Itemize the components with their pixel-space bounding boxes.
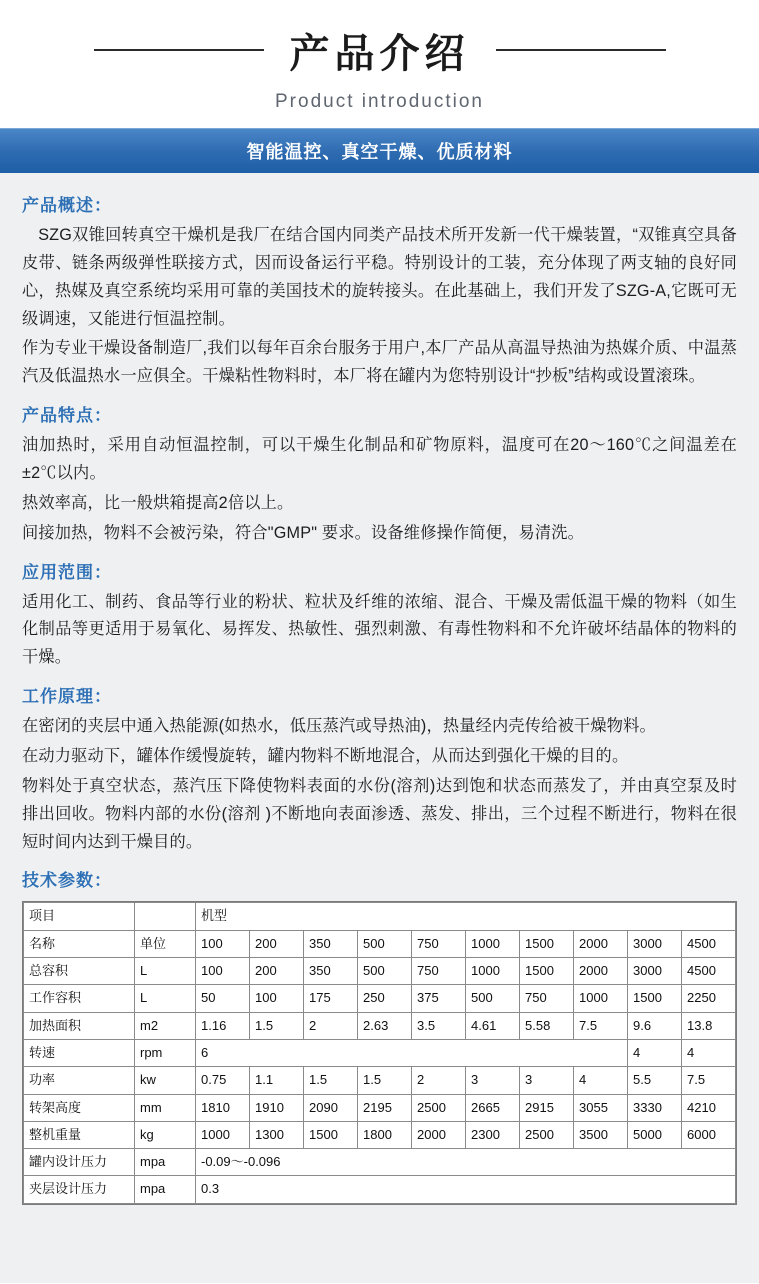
table-cell-value: 1500 <box>520 930 574 957</box>
table-cell-value: 1.16 <box>196 1012 250 1039</box>
table-cell-value: 4.61 <box>466 1012 520 1039</box>
table-cell-value: 4500 <box>682 930 736 957</box>
table-cell-value: 3500 <box>574 1121 628 1148</box>
table-row <box>24 1039 736 1066</box>
table-cell-value: 7.5 <box>682 1067 736 1094</box>
table-cell-label: 转架高度 <box>24 1094 135 1121</box>
paragraph-features-3: 间接加热，物料不会被污染，符合"GMP" 要求。设备维修操作简便，易清洗。 <box>22 523 585 542</box>
table-cell-value: 4210 <box>682 1094 736 1121</box>
table-row <box>24 1121 736 1148</box>
table-cell-value: 375 <box>412 985 466 1012</box>
table-cell-label: 整机重量 <box>24 1121 135 1148</box>
table-cell-label: 名称 <box>24 930 135 957</box>
table-cell-value: 1000 <box>196 1121 250 1148</box>
table-cell-value: 250 <box>358 985 412 1012</box>
table-row-header <box>24 903 736 930</box>
table-cell-value: 100 <box>196 958 250 985</box>
table-cell-value: 750 <box>412 958 466 985</box>
table-cell-value: 2500 <box>520 1121 574 1148</box>
table-cell-value: 2500 <box>412 1094 466 1121</box>
table-cell-value: 1000 <box>466 958 520 985</box>
section-heading-applications: 应用范围： <box>22 562 112 582</box>
table-cell-label: 罐内设计压力 <box>24 1149 135 1176</box>
table-cell-value: 2090 <box>304 1094 358 1121</box>
table-cell-value: 50 <box>196 985 250 1012</box>
table-cell-value: 2000 <box>574 958 628 985</box>
table-cell-value: 1500 <box>304 1121 358 1148</box>
table-cell-value: 4 <box>682 1039 736 1066</box>
spec-table-wrapper <box>22 901 737 1204</box>
table-cell-value: 500 <box>466 985 520 1012</box>
table-cell-unit: mpa <box>135 1149 196 1176</box>
table-cell-value: 9.6 <box>628 1012 682 1039</box>
table-row <box>24 1012 736 1039</box>
header-title-row <box>0 22 759 79</box>
table-cell-label: 工作容积 <box>24 985 135 1012</box>
table-row <box>24 1149 736 1176</box>
table-cell-value: 6 <box>196 1039 628 1066</box>
spec-table-body <box>24 903 736 1203</box>
paragraph-features-2: 热效率高，比一般烘箱提高2倍以上。 <box>22 493 294 512</box>
table-cell-value: 2665 <box>466 1094 520 1121</box>
table-cell-label: 夹层设计压力 <box>24 1176 135 1203</box>
table-cell-value: 1.1 <box>250 1067 304 1094</box>
table-cell-value: 200 <box>250 958 304 985</box>
spec-table <box>23 902 736 1203</box>
table-cell-unit: rpm <box>135 1039 196 1066</box>
table-cell-value: 0.75 <box>196 1067 250 1094</box>
table-row <box>24 958 736 985</box>
header-rule-left <box>94 49 264 51</box>
table-cell-value: 4500 <box>682 958 736 985</box>
table-cell-value: 200 <box>250 930 304 957</box>
table-row <box>24 1094 736 1121</box>
table-row <box>24 930 736 957</box>
content-body <box>0 173 759 1283</box>
table-cell-unit: 单位 <box>135 930 196 957</box>
table-cell-value: 350 <box>304 958 358 985</box>
page-subtitle: Product introduction <box>275 90 484 112</box>
page-title: 产品介绍 <box>289 29 470 77</box>
table-cell-value: 13.8 <box>682 1012 736 1039</box>
table-cell-label: 功率 <box>24 1067 135 1094</box>
table-row <box>24 985 736 1012</box>
table-cell-unit: mpa <box>135 1176 196 1203</box>
table-cell-value: 2250 <box>682 985 736 1012</box>
table-cell-value: 1.5 <box>304 1067 358 1094</box>
table-cell-value: 350 <box>304 930 358 957</box>
table-cell-value: 1910 <box>250 1094 304 1121</box>
table-cell-value: 7.5 <box>574 1012 628 1039</box>
table-cell-value: 5.58 <box>520 1012 574 1039</box>
section-heading-specs: 技术参数： <box>22 871 112 891</box>
table-cell-value: 1.5 <box>250 1012 304 1039</box>
table-cell-value: 500 <box>358 958 412 985</box>
section-heading-features: 产品特点： <box>22 406 112 426</box>
paragraph-features-1: 油加热时，采用自动恒温控制，可以干燥生化制品和矿物原料，温度可在20～160℃之间温差在±2℃以内。 <box>22 436 737 483</box>
table-cell-value: 500 <box>358 930 412 957</box>
table-cell-value: 175 <box>304 985 358 1012</box>
table-cell-value: 1.5 <box>358 1067 412 1094</box>
table-cell-value: 4 <box>628 1039 682 1066</box>
table-cell-value: 5000 <box>628 1121 682 1148</box>
table-cell-value: 100 <box>196 930 250 957</box>
table-cell-value: 3 <box>520 1067 574 1094</box>
table-cell-value: 3000 <box>628 930 682 957</box>
table-cell-value: 1500 <box>628 985 682 1012</box>
table-cell-header-model: 机型 <box>196 903 736 930</box>
table-cell-value: 0.3 <box>196 1176 736 1203</box>
table-cell-unit: L <box>135 958 196 985</box>
table-cell-value: 100 <box>250 985 304 1012</box>
page-header <box>0 0 759 128</box>
table-cell-value: 2 <box>412 1067 466 1094</box>
table-cell-header-unit <box>135 903 196 930</box>
table-cell-unit: kw <box>135 1067 196 1094</box>
paragraph-overview-2: 作为专业干燥设备制造厂,我们以每年百余台服务于用户,本厂产品从高温导热油为热媒介质、中温蒸汽及低温热水一应俱全。干燥粘性物料时，本厂将在罐内为您特别设计“抄板”结构或设置滚珠。 <box>22 339 737 386</box>
table-cell-value: 2.63 <box>358 1012 412 1039</box>
table-cell-value: 3000 <box>628 958 682 985</box>
table-cell-unit: kg <box>135 1121 196 1148</box>
table-cell-value: 1000 <box>574 985 628 1012</box>
table-cell-value: 2000 <box>412 1121 466 1148</box>
paragraph-principle-1: 在密闭的夹层中通入热能源(如热水，低压蒸汽或导热油)，热量经内壳传给被干燥物料。 <box>22 717 656 736</box>
table-cell-value: 2 <box>304 1012 358 1039</box>
table-cell-unit: L <box>135 985 196 1012</box>
table-cell-value: 3 <box>466 1067 520 1094</box>
section-heading-overview: 产品概述： <box>22 196 112 215</box>
table-cell-label: 总容积 <box>24 958 135 985</box>
section-heading-principle: 工作原理： <box>22 687 112 707</box>
table-cell-label: 加热面积 <box>24 1012 135 1039</box>
paragraph-overview-1: SZG双锥回转真空干燥机是我厂在结合国内同类产品技术所开发新一代干燥装置，“双锥真空具备皮带、链条两级弹性联接方式，因而设备运行平稳。特别设计的工装，充分体现了两支轴的良好同心，热媒及真空系统均采用可靠的美国技术的旋转接头。在此基础上，我们开发了SZG-A,它既可无级调速，又能进行恒温控制。 <box>22 226 737 328</box>
paragraph-principle-2: 在动力驱动下，罐体作缓慢旋转，罐内物料不断地混合，从而达到强化干燥的目的。 <box>22 747 629 766</box>
table-cell-value: 1500 <box>520 958 574 985</box>
table-cell-value: 1800 <box>358 1121 412 1148</box>
table-cell-value: 2300 <box>466 1121 520 1148</box>
table-row <box>24 1176 736 1203</box>
table-row <box>24 1067 736 1094</box>
table-cell-value: 3.5 <box>412 1012 466 1039</box>
table-cell-value: 1300 <box>250 1121 304 1148</box>
table-cell-header-label: 项目 <box>24 903 135 930</box>
table-cell-value: 3330 <box>628 1094 682 1121</box>
feature-banner: 智能温控、真空干燥、优质材料 <box>0 128 759 173</box>
table-cell-value: 4 <box>574 1067 628 1094</box>
table-cell-value: 750 <box>412 930 466 957</box>
paragraph-applications-1: 适用化工、制药、食品等行业的粉状、粒状及纤维的浓缩、混合、干燥及需低温干燥的物料（如生化制品等更适用于易氧化、易挥发、热敏性、强烈刺激、有毒性物料和不允许破坏结晶体的物料的干燥。 <box>22 592 737 667</box>
table-cell-value: -0.09～-0.096 <box>196 1149 736 1176</box>
table-cell-unit: mm <box>135 1094 196 1121</box>
table-cell-value: 2195 <box>358 1094 412 1121</box>
header-rule-right <box>496 49 666 51</box>
table-cell-value: 3055 <box>574 1094 628 1121</box>
paragraph-principle-3: 物料处于真空状态，蒸汽压下降使物料表面的水份(溶剂)达到饱和状态而蒸发了，并由真空泵及时排出回收。物料内部的水份(溶剂 )不断地向表面渗透、蒸发、排出，三个过程不断进行，物料在很短时间内达到干燥目的。 <box>22 776 737 851</box>
table-cell-value: 6000 <box>682 1121 736 1148</box>
table-cell-value: 5.5 <box>628 1067 682 1094</box>
table-cell-value: 750 <box>520 985 574 1012</box>
table-cell-value: 1810 <box>196 1094 250 1121</box>
table-cell-unit: m2 <box>135 1012 196 1039</box>
table-cell-value: 2000 <box>574 930 628 957</box>
table-cell-label: 转速 <box>24 1039 135 1066</box>
table-cell-value: 1000 <box>466 930 520 957</box>
table-cell-value: 2915 <box>520 1094 574 1121</box>
